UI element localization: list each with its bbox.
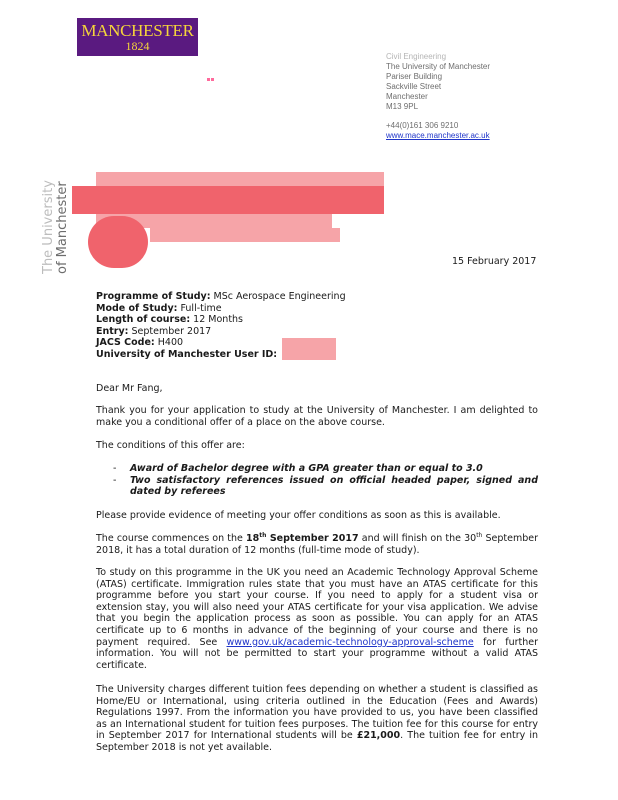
intro-paragraph: Thank you for your application to study at the University of Manchester. I am delighted to make you a conditional offer of a place on the above course. (96, 405, 538, 428)
redaction (72, 186, 384, 214)
letter-date: 15 February 2017 (452, 256, 537, 267)
evidence-paragraph: Please provide evidence of meeting your offer conditions as soon as this is available. (96, 510, 501, 521)
department-name: Civil Engineering (386, 52, 447, 61)
phone-number: +44(0)161 306 9210 (386, 121, 459, 130)
address-line: The University of Manchester (386, 62, 491, 71)
length-value: 12 Months (190, 314, 244, 326)
programme-value: MSc Aerospace Engineering (210, 291, 346, 302)
redaction (96, 172, 384, 186)
conditions-heading: The conditions of this offer are: (96, 440, 245, 451)
mode-label: Mode of Study: (96, 302, 178, 314)
department-website-link[interactable]: www.mace.manchester.ac.uk (386, 131, 490, 140)
entry-value: September 2017 (128, 325, 212, 337)
redaction (282, 338, 336, 360)
fee-amount: £21,000 (356, 730, 401, 742)
jacs-label: JACS Code: (96, 337, 155, 349)
mode-value: Full-time (177, 302, 222, 314)
condition-item: - Award of Bachelor degree with a GPA greater than or equal to 3.0 (113, 463, 483, 474)
conditions-list (115, 463, 538, 498)
logo-year: 1824 (125, 39, 150, 53)
address-line: Sackville Street (386, 82, 442, 91)
address-line: M13 9PL (386, 102, 419, 111)
salutation: Dear Mr Fang, (96, 383, 163, 394)
sender-address (386, 52, 490, 141)
jacs-value: H400 (154, 337, 184, 349)
vertical-university-name (42, 164, 82, 274)
address-line: Manchester (386, 92, 428, 101)
redaction (150, 228, 340, 242)
programme-label: Programme of Study: (96, 291, 211, 302)
course-dates-paragraph: The course commences on the 18th September 2017 and will finish on the 30th September 2018, it has a total duration of 12 months (full-time mode of study). (96, 531, 539, 556)
university-logo (77, 18, 198, 56)
user-id-label: University of Manchester User ID: (96, 348, 278, 360)
fees-paragraph: The University charges different tuition fees depending on whether a student is classified as Home/EU or International, using criteria outlined in the Education (Fees and Awards) Regulations 1997. From the information you have provided to us, you have been classified as an International student for tuition fees purposes. The tuition fee for this course for entry in September 2017 for International students will be £21,000. The tuition fee for entry in September 2018 is not yet available. (96, 684, 538, 753)
atas-link[interactable]: www.gov.uk/academic-technology-approval-scheme (226, 636, 474, 648)
atas-paragraph: To study on this programme in the UK you need an Academic Technology Approval Scheme (ATAS) certificate. Immigration rules state that you must have an ATAS certificate for this programme before you start your course. If you need to apply for a student visa or extension stay, you will also need your ATAS certificate for your visa application. We advise that you begin the application process as soon as possible. You can apply for an ATAS certificate up to 6 months in advance of the beginning of your course and there is no payment required. See www.gov.uk/academic-technology-approval-scheme for further information. You will not be permitted to start your programme without a valid ATAS certificate. (96, 567, 538, 671)
logo-wordmark: MANCHESTER (81, 21, 194, 40)
vertical-name-line1: The University (41, 180, 56, 274)
address-line: Pariser Building (386, 72, 443, 81)
redaction (88, 216, 148, 268)
vertical-name-line2: of Manchester (55, 181, 70, 274)
length-label: Length of course: (96, 314, 191, 326)
condition-item: - Two satisfactory references issued on official headed paper, signed and dated by referees (113, 474, 538, 498)
logo-dots (207, 66, 217, 70)
entry-label: Entry: (96, 325, 129, 337)
